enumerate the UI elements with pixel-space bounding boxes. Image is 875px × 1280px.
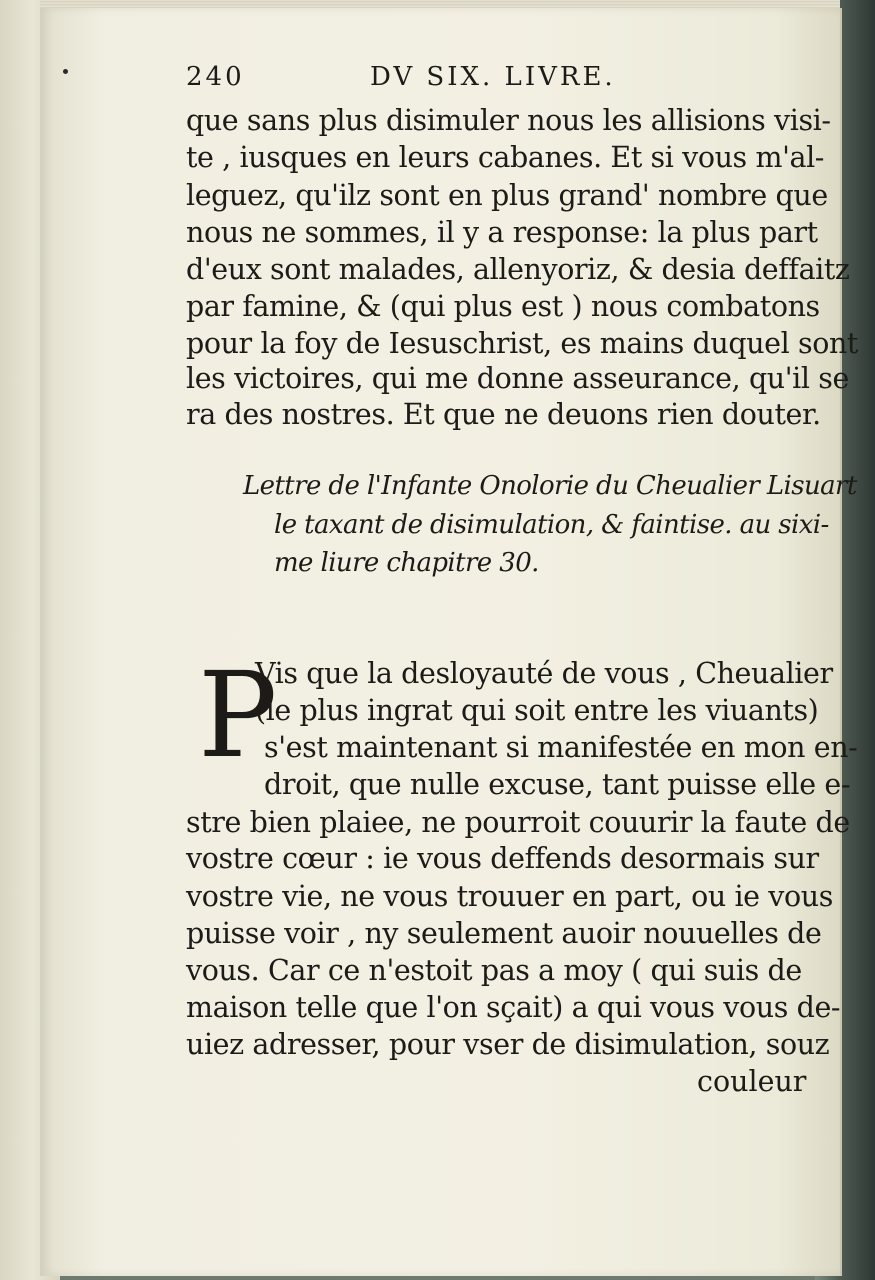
letter-line: (le plus ingrat qui soit entre les viuants) <box>255 694 819 727</box>
letter-heading-line: me liure chapitre 30. <box>274 548 539 578</box>
body-line: par famine, & (qui plus est ) nous combatons <box>186 290 820 323</box>
letter-line: stre bien plaiee, ne pourroit couurir la faute de <box>186 806 850 839</box>
letter-line: Vis que la desloyauté de vous , Cheualier <box>255 657 833 690</box>
body-line: ra des nostres. Et que ne deuons rien douter. <box>186 398 821 431</box>
letter-line: puisse voir , ny seulement auoir nouuelles de <box>186 917 822 950</box>
body-line: te , iusques en leurs cabanes. Et si vous m'al- <box>186 141 825 174</box>
body-line: d'eux sont malades, allenyoriz, & desia deffaitz <box>186 253 850 286</box>
body-line: les victoires, qui me donne asseurance, qu'il se <box>186 362 849 395</box>
letter-line: maison telle que l'on sçait) a qui vous vous de- <box>186 991 841 1024</box>
body-line: nous ne sommes, il y a response: la plus part <box>186 216 818 249</box>
letter-line: uiez adresser, pour vser de disimulation, souz <box>186 1028 830 1061</box>
letter-line: s'est maintenant si manifestée en mon en- <box>264 731 858 764</box>
catchword: couleur <box>697 1065 807 1098</box>
running-head: DV SIX. LIVRE. <box>370 62 616 92</box>
body-line: que sans plus disimuler nous les allisions visi- <box>186 104 831 137</box>
letter-line: vous. Car ce n'estoit pas a moy ( qui suis de <box>186 954 802 987</box>
page-number: 240 <box>186 62 245 92</box>
letter-line: vostre vie, ne vous trouuer en part, ou ie vous <box>186 880 833 913</box>
letter-heading-line: Lettre de l'Infante Onolorie du Cheualier Lisuart <box>243 471 857 501</box>
drop-cap: P <box>198 646 278 784</box>
letter-heading-line: le taxant de disimulation, & faintise. au sixi- <box>274 510 829 540</box>
letter-line: vostre cœur : ie vous deffends desormais sur <box>186 842 819 875</box>
body-line: pour la foy de Iesuschrist, es mains duquel sont <box>186 327 858 360</box>
letter-line: droit, que nulle excuse, tant puisse elle e- <box>264 768 851 801</box>
body-line: leguez, qu'ilz sont en plus grand' nombre que <box>186 179 828 212</box>
